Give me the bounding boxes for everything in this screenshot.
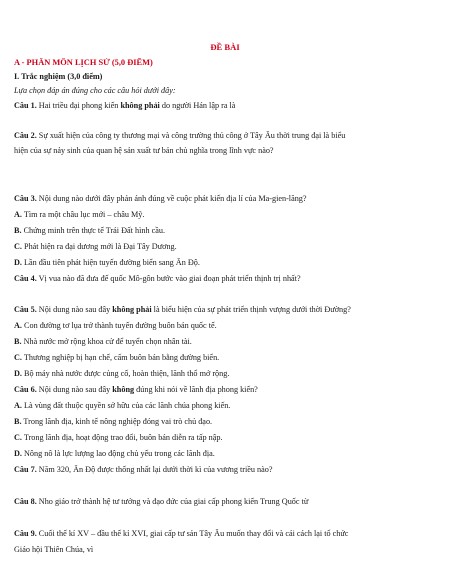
option-c: C. Trong lãnh địa, hoạt động trao đổi, buôn bán diễn ra tấp nập. xyxy=(14,433,223,442)
question-1: Câu 1. Hai triều đại phong kiến không phải do người Hán lập ra là xyxy=(14,101,236,110)
page-title: ĐỀ BÀI xyxy=(210,42,240,52)
question-9: Câu 9. Cuối thế kỉ XV – đầu thế kỉ XVI, giai cấp tư sản Tây Âu muốn thay đổi và cải cách lại tổ chức xyxy=(14,529,349,538)
option-b: B. Chứng minh trên thực tế Trái Đất hình cầu. xyxy=(14,226,166,235)
option-c: C. Thương nghiệp bị hạn chế, cấm buôn bán bằng đường biển. xyxy=(14,353,220,362)
section-a-heading: A - PHÂN MÔN LỊCH SỬ (5,0 ĐIỂM) xyxy=(14,58,153,67)
question-5: Câu 5. Nội dung nào sau đây không phải là biểu hiện của sự phát triển thịnh vượng dưới thời Đường? xyxy=(14,305,351,314)
option-a: A. Là vùng đất thuộc quyền sở hữu của các lãnh chúa phong kiến. xyxy=(14,401,231,410)
option-d: D. Nông nô là lực lượng lao động chủ yếu trong các lãnh địa. xyxy=(14,449,215,458)
question-label: Câu 5. xyxy=(14,305,37,314)
question-label: Câu 3. xyxy=(14,194,37,203)
question-2: Câu 2. Sự xuất hiện của công ty thương mại và công trường thủ công ở Tây Âu thời trung đại là biểu xyxy=(14,131,346,140)
question-label: Câu 8. xyxy=(14,497,37,506)
question-label: Câu 1. xyxy=(14,101,37,110)
option-b: B. Trong lãnh địa, kinh tế nông nghiệp đóng vai trò chủ đạo. xyxy=(14,417,213,426)
instruction: Lựa chọn đáp án đúng cho các câu hỏi dưới đây: xyxy=(14,86,176,95)
option-a: A. Tìm ra một châu lục mới – châu Mỹ. xyxy=(14,210,145,219)
question-label: Câu 2. xyxy=(14,131,37,140)
part1-heading: I. Trắc nghiệm (3,0 điểm) xyxy=(14,72,103,81)
option-d: D. Lần đầu tiên phát hiện tuyến đường biển sang Ấn Độ. xyxy=(14,258,200,267)
option-a: A. Con đường tơ lụa trở thành tuyến đường buôn bán quốc tế. xyxy=(14,321,217,330)
question-3: Câu 3. Nội dung nào dưới đây phản ánh đúng về cuộc phát kiến địa lí của Ma-gien-lăng? xyxy=(14,194,307,203)
question-6: Câu 6. Nội dung nào sau đây không đúng khi nói về lãnh địa phong kiến? xyxy=(14,385,258,394)
question-label: Câu 9. xyxy=(14,529,37,538)
question-label: Câu 6. xyxy=(14,385,37,394)
option-c: C. Phát hiện ra đại dương mới là Đại Tây Dương. xyxy=(14,242,177,251)
question-9-cont: Giáo hội Thiên Chúa, vì xyxy=(14,545,94,554)
option-d: D. Bộ máy nhà nước được củng cố, hoàn thiện, lãnh thổ mở rộng. xyxy=(14,369,230,378)
question-label: Câu 7. xyxy=(14,465,37,474)
option-b: B. Nhà nước mở rộng khoa cử để tuyển chọn nhân tài. xyxy=(14,337,192,346)
question-8: Câu 8. Nho giáo trở thành hệ tư tưởng và đạo đức của giai cấp phong kiến Trung Quốc từ xyxy=(14,497,309,506)
question-label: Câu 4. xyxy=(14,274,37,283)
question-7: Câu 7. Năm 320, Ấn Độ được thống nhất lại dưới thời kì của vương triều nào? xyxy=(14,465,273,474)
question-4: Câu 4. Vị vua nào đã đưa đế quốc Mô-gôn bước vào giai đoạn phát triển thịnh trị nhất? xyxy=(14,274,301,283)
question-2-cont: hiện của sự nảy sinh của quan hệ sản xuất tư bản chủ nghĩa trong lĩnh vực nào? xyxy=(14,146,274,155)
